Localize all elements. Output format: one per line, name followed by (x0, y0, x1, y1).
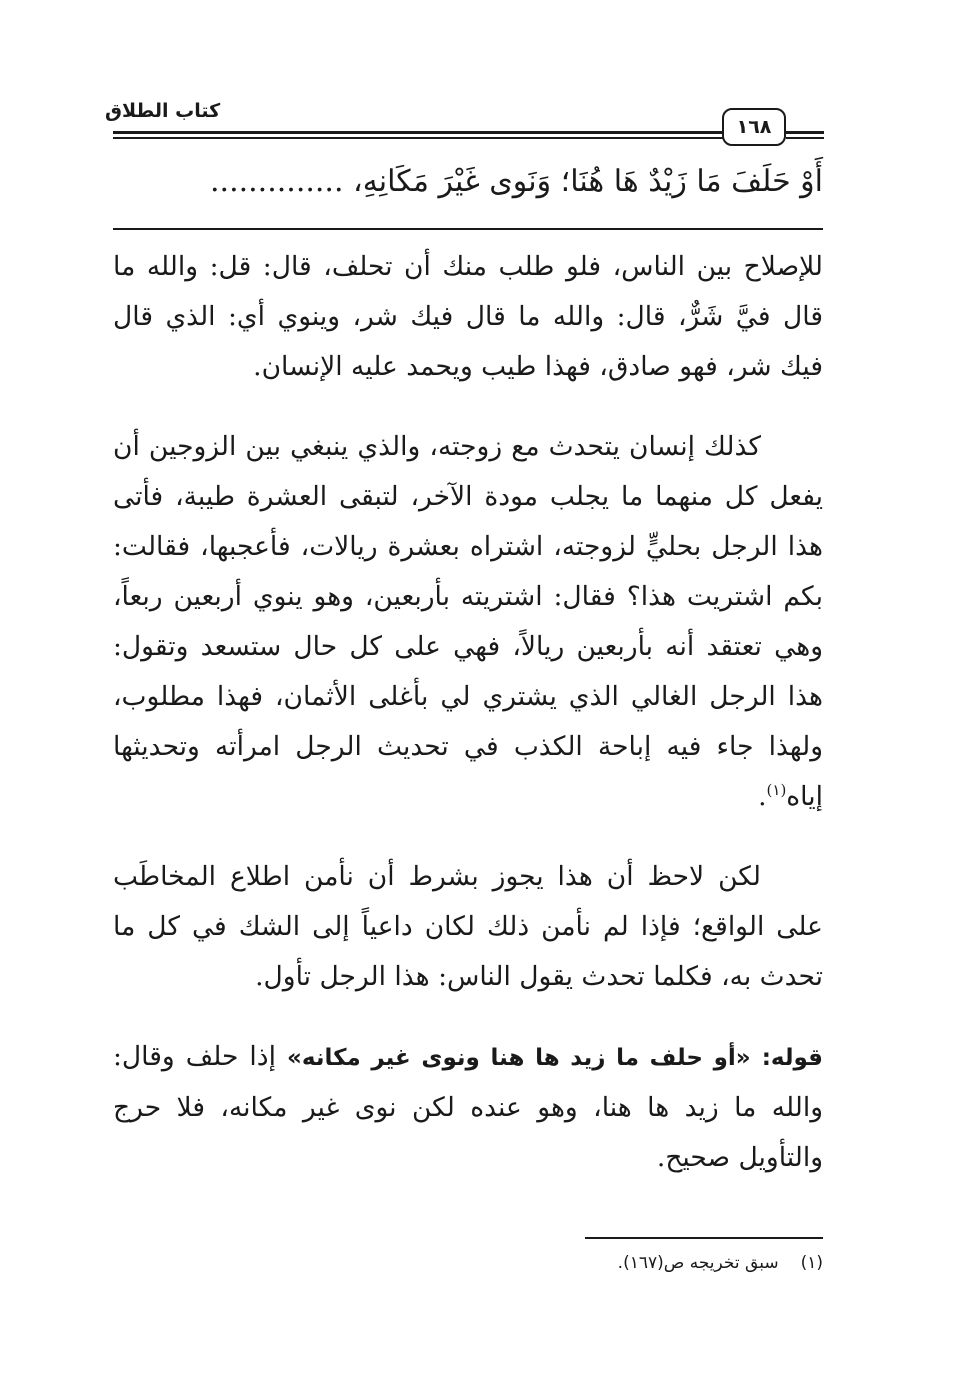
paragraph (113, 852, 823, 1002)
paragraph-text: إذا حلف وقال: والله ما زيد ها هنا، وهو عنده لكن نوى غير مكانه، فلا حرج والتأويل صحيح. (113, 1041, 823, 1173)
commentary-body (113, 242, 823, 1183)
qawluhu-keyword: قوله: (761, 1045, 823, 1071)
paragraph (113, 242, 823, 392)
header-rule (113, 137, 723, 139)
matn-text: أَوْ حَلَفَ مَا زَيْدٌ هَا هُنَا؛ وَنَوى غَيْرَ مَكَانِهِ، .............. (210, 164, 823, 199)
paragraph-end: . (758, 781, 767, 812)
paragraph (113, 422, 823, 822)
header-rule (113, 131, 723, 134)
paragraph-text: للإصلاح بين الناس، فلو طلب منك أن تحلف، قال: قل: والله ما قال فيَّ شَرٌّ، قال: والله ما قال فيك شر، وينوي أي: الذي قال فيك شر، فهو صادق، فهذا طيب ويحمد عليه الإنسان. (113, 251, 823, 382)
paragraph-text: كذلك إنسان يتحدث مع زوجته، والذي ينبغي بين الزوجين أن يفعل كل منهما ما يجلب مودة الآخر، لتبقى العشرة طيبة، فأتى هذا الرجل بحليٍّ لزوجته، اشتراه بعشرة ريالات، فأعجبها، فقالت: بكم اشتريت هذا؟ فقال: اشتريته بأربعين، وهو ينوي أربعين ربعاً، وهي تعتقد أنه بأربعين ريالاً، فهي على كل حال ستسعد وتقول: هذا الرجل الغالي الذي يشتري لي بأغلى الأثمان، فهذا مطلوب، ولهذا جاء فيه إباحة الكذب في تحديث الرجل امرأته وتحديثها إياه (113, 431, 823, 812)
paragraph-text: لكن لاحظ أن هذا يجوز بشرط أن نأمن اطلاع المخاطَب على الواقع؛ فإذا لم نأمن ذلك لكان داعياً إلى الشك في كل ما تحدث به، فكلما تحدث يقول الناس: هذا الرجل تأول. (113, 861, 823, 992)
footnote (400, 1250, 823, 1276)
footnote-text: سبق تخريجه ص(١٦٧). (617, 1253, 779, 1273)
page-number: ١٦٨ (722, 108, 786, 146)
matn-quote: «أو حلف ما زيد ها هنا ونوى غير مكانه» (287, 1045, 751, 1071)
header-rule (786, 131, 824, 134)
header-rule (786, 137, 824, 139)
matn-divider (113, 228, 823, 230)
paragraph (113, 1032, 823, 1183)
footnote-marker: (١) (766, 781, 787, 800)
footnote-number: (١) (800, 1253, 823, 1273)
book-title: كتاب الطلاق (105, 100, 221, 122)
footnote-divider (585, 1237, 823, 1239)
